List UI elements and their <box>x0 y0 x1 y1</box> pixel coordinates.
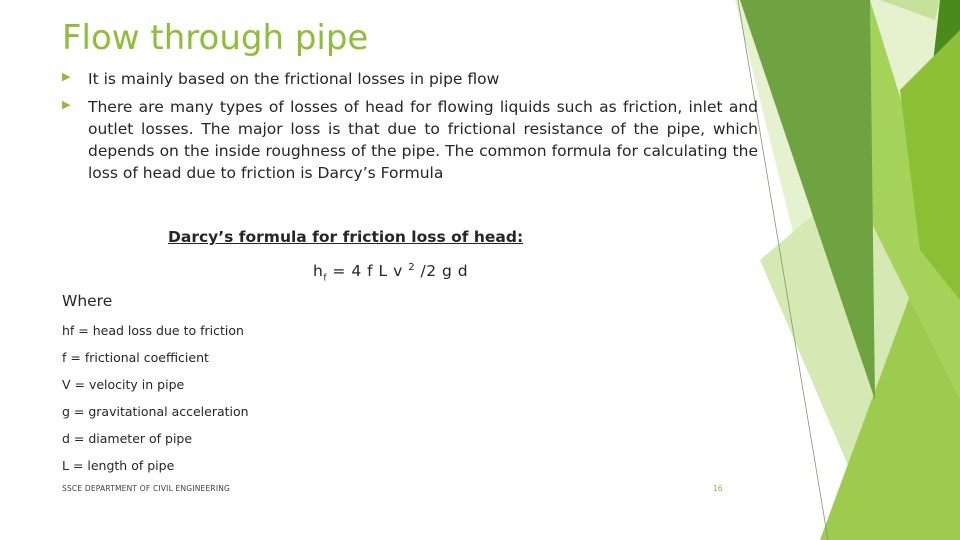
formula-lhs-subscript: f <box>323 273 327 284</box>
formula-heading: Darcy’s formula for friction loss of head: <box>168 228 524 246</box>
darcy-formula <box>313 262 468 283</box>
definition-item: d = diameter of pipe <box>62 431 193 446</box>
formula-rhs-part2: /2 g d <box>415 262 469 281</box>
play-triangle-icon: ▶ <box>62 70 71 83</box>
definition-item: L = length of pipe <box>62 458 175 473</box>
play-triangle-icon: ▶ <box>62 98 71 111</box>
footer-department: SSCE DEPARTMENT OF CIVIL ENGINEERING <box>62 484 231 493</box>
definition-item: f = frictional coefficient <box>62 350 209 365</box>
definition-list <box>62 322 249 484</box>
formula-exponent: 2 <box>408 262 416 273</box>
bullet-item <box>62 96 758 184</box>
slide-title: Flow through pipe <box>62 18 369 58</box>
definition-item: V = velocity in pipe <box>62 377 185 392</box>
bullet-item <box>62 68 758 90</box>
page-number: 16 <box>713 484 723 493</box>
bullet-text: It is mainly based on the frictional losses in pipe flow <box>88 70 500 88</box>
formula-rhs-part1: = 4 f L v <box>327 262 409 281</box>
bullet-text: There are many types of losses of head for flowing liquids such as friction, inlet and outlet losses. The major loss is that due to frictional resistance of the pipe, which depends on the inside roughness of the pipe. The common formula for calculating the loss of head due to friction is Darcy’s Formula <box>88 98 758 182</box>
bullet-list <box>62 68 758 190</box>
where-label: Where <box>62 292 113 310</box>
definition-item: hf = head loss due to friction <box>62 323 244 338</box>
definition-item: g = gravitational acceleration <box>62 404 249 419</box>
formula-lhs: h <box>313 262 324 281</box>
